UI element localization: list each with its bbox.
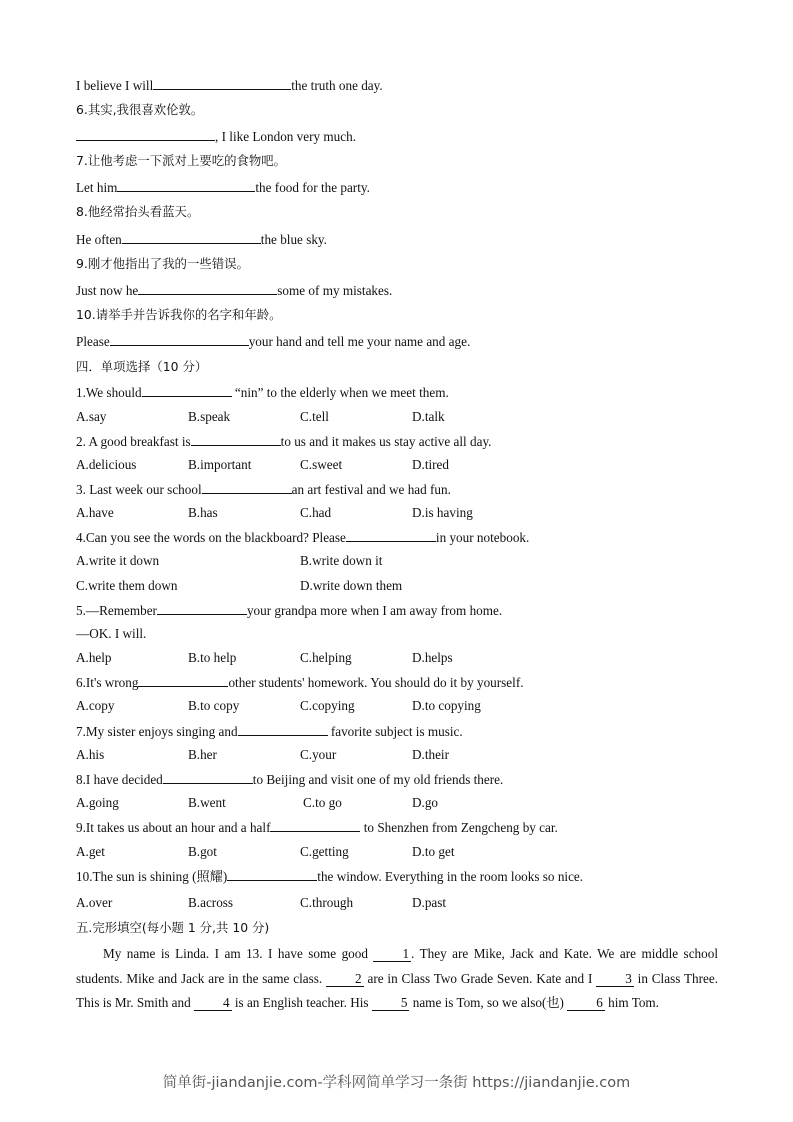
sentence-end: the truth one day. — [291, 78, 383, 93]
answer-blank — [122, 231, 261, 244]
passage-text: in Class Three. This is Mr. Smith and — [76, 970, 719, 1010]
sentence-end: , I like London very much. — [215, 129, 356, 144]
option-a: A.get — [76, 844, 105, 859]
translation-item-6-english — [76, 128, 356, 145]
answer-blank — [270, 819, 360, 832]
translation-item-10-english — [76, 333, 470, 350]
passage-text: My name is Linda. I am 13. I have some good — [103, 946, 374, 961]
mc-question-6 — [76, 674, 524, 691]
mc-question-9 — [76, 819, 558, 836]
mc-options-3 — [76, 505, 476, 521]
answer-blank — [138, 674, 228, 687]
option-c: C.write them down — [76, 578, 178, 593]
sentence-start: Just now he — [76, 283, 139, 298]
option-a: A.over — [76, 895, 113, 910]
answer-blank — [227, 868, 317, 881]
option-b: B.write down it — [300, 553, 383, 568]
question-text-end: in your notebook. — [435, 530, 530, 545]
mc-question-10 — [76, 868, 583, 885]
mc-options-5 — [76, 650, 476, 666]
translation-item-8-english — [76, 231, 327, 248]
mc-options-6 — [76, 698, 481, 714]
option-d: D.helps — [412, 650, 453, 665]
mc-options-4b — [76, 578, 476, 594]
option-a: A.have — [76, 505, 114, 520]
section-5-heading: 五.完形填空(每小题 1 分,共 10 分) — [76, 920, 270, 935]
option-a: A.write it down — [76, 553, 160, 568]
question-text-start: 10.The sun is shining (照耀) — [76, 869, 228, 884]
mc-options-8 — [76, 795, 476, 811]
sentence-start: Please — [76, 334, 110, 349]
option-a: A.delicious — [76, 457, 137, 472]
option-b: B.important — [188, 457, 252, 472]
answer-blank — [202, 481, 292, 494]
passage-text: . They are Mike, Jack and Kate. We are middle school students. Mike and Jack are in the same class. — [76, 946, 718, 986]
mc-question-7 — [76, 723, 463, 740]
question-text-start: 2. A good breakfast is — [76, 434, 191, 449]
option-d: D.to get — [412, 844, 455, 859]
option-d: D.is having — [412, 505, 473, 520]
option-a: A.copy — [76, 698, 115, 713]
option-d: D.to copying — [412, 698, 481, 713]
cloze-blank-1: 1 — [373, 947, 411, 962]
question-text-start: 5.—Remember — [76, 603, 157, 618]
option-d: D.talk — [412, 409, 445, 424]
answer-blank — [163, 771, 253, 784]
option-c: C.through — [300, 895, 354, 910]
passage-text: is an English teacher. His — [231, 995, 372, 1010]
question-text-start: 7.My sister enjoys singing and — [76, 724, 238, 739]
translation-item-7-chinese: 7.让他考虑一下派对上要吃的食物吧。 — [76, 153, 287, 168]
option-a: A.going — [76, 795, 119, 810]
option-b: B.to help — [188, 650, 237, 665]
option-b: B.to copy — [188, 698, 240, 713]
cloze-blank-6: 6 — [567, 996, 605, 1011]
question-text-start: 4.Can you see the words on the blackboard? Please — [76, 530, 346, 545]
mc-options-10 — [76, 895, 476, 911]
answer-blank — [153, 77, 291, 90]
answer-blank — [191, 433, 281, 446]
question-text-end: your grandpa more when I am away from home. — [246, 603, 503, 618]
sentence-start: Let him — [76, 180, 118, 195]
translation-item-7-english — [76, 179, 370, 196]
question-text-end: to Beijing and visit one of my old friends there. — [252, 772, 504, 787]
cloze-blank-4: 4 — [194, 996, 232, 1011]
question-text-start: 8.I have decided — [76, 772, 163, 787]
sentence-end: some of my mistakes. — [277, 283, 393, 298]
option-c: C.to go — [303, 795, 342, 810]
option-b: B.across — [188, 895, 234, 910]
option-a: A.help — [76, 650, 112, 665]
sentence-end: the food for the party. — [255, 180, 370, 195]
option-d: D.past — [412, 895, 447, 910]
question-text-start: 6.It's wrong — [76, 675, 139, 690]
sentence-end: your hand and tell me your name and age. — [248, 334, 471, 349]
question-text-end: other students' homework. You should do it by yourself. — [228, 675, 524, 690]
mc-question-3 — [76, 481, 451, 498]
mc-options-2 — [76, 457, 476, 473]
mc-question-5 — [76, 602, 502, 619]
question-text-start: 9.It takes us about an hour and a half — [76, 820, 271, 835]
option-c: C.tell — [300, 409, 329, 424]
option-a: A.his — [76, 747, 105, 762]
passage-text: are in Class Two Grade Seven. Kate and I — [363, 970, 597, 986]
option-c: C.sweet — [300, 457, 343, 472]
sentence-start: I believe I will — [76, 78, 154, 93]
mc-question-1 — [76, 384, 449, 401]
question-text-end: to Shenzhen from Zengcheng by car. — [360, 820, 558, 835]
section-4-heading: 四．单项选择（10 分） — [76, 359, 208, 374]
question-text-end: the window. Everything in the room looks so nice. — [317, 869, 584, 884]
option-a: A.say — [76, 409, 107, 424]
answer-blank — [138, 282, 277, 295]
answer-blank — [110, 333, 249, 346]
mc-options-7 — [76, 747, 476, 763]
question-text-start: 3. Last week our school — [76, 482, 202, 497]
footer-watermark: 简单街-jiandanjie.com-学科网简单学习一条街 https://jiandanjie.com — [162, 1075, 631, 1091]
option-d: D.go — [412, 795, 439, 810]
mc-question-2 — [76, 433, 491, 450]
option-d: D.tired — [412, 457, 449, 472]
option-b: B.speak — [188, 409, 231, 424]
option-b: B.got — [188, 844, 217, 859]
translation-item-9-chinese: 9.刚才他指出了我的一些错误。 — [76, 256, 249, 271]
passage-text: name is Tom, so we also(也) — [409, 995, 568, 1010]
answer-blank — [76, 128, 215, 141]
translation-item-8-chinese: 8.他经常抬头看蓝天。 — [76, 204, 200, 219]
cloze-passage — [76, 942, 718, 1016]
cloze-blank-5: 5 — [372, 996, 410, 1011]
translation-item-5-english — [76, 77, 383, 94]
passage-text: him Tom. — [604, 995, 659, 1010]
option-b: B.her — [188, 747, 217, 762]
cloze-blank-2: 2 — [326, 972, 364, 987]
mc-options-4a — [76, 553, 476, 569]
translation-item-9-english — [76, 282, 392, 299]
sentence-start: He often — [76, 232, 122, 247]
answer-blank — [142, 384, 232, 397]
answer-blank — [117, 179, 255, 192]
answer-blank — [157, 602, 247, 615]
cloze-blank-3: 3 — [596, 972, 634, 987]
option-c: C.your — [300, 747, 337, 762]
mc-options-1 — [76, 409, 476, 425]
question-text-end: favorite subject is music. — [327, 724, 463, 739]
mc-options-9 — [76, 844, 476, 860]
option-c: C.had — [300, 505, 332, 520]
option-b: B.went — [188, 795, 226, 810]
sentence-end: the blue sky. — [260, 232, 327, 247]
option-c: C.getting — [300, 844, 349, 859]
question-text-end: “nin” to the elderly when we meet them. — [231, 385, 449, 400]
answer-blank — [346, 529, 436, 542]
mc-question-8 — [76, 771, 503, 788]
mc-question-4 — [76, 529, 529, 546]
option-c: C.copying — [300, 698, 355, 713]
translation-item-10-chinese: 10.请举手并告诉我你的名字和年龄。 — [76, 307, 282, 322]
option-d: D.write down them — [300, 578, 403, 593]
option-c: C.helping — [300, 650, 352, 665]
mc-question-5-reply: —OK. I will. — [76, 626, 147, 641]
answer-blank — [238, 723, 328, 736]
question-text-end: to us and it makes us stay active all day. — [280, 434, 492, 449]
translation-item-6-chinese: 6.其实,我很喜欢伦敦。 — [76, 102, 204, 117]
option-b: B.has — [188, 505, 218, 520]
question-text-start: 1.We should — [76, 385, 142, 400]
option-d: D.their — [412, 747, 449, 762]
question-text-end: an art festival and we had fun. — [291, 482, 451, 497]
